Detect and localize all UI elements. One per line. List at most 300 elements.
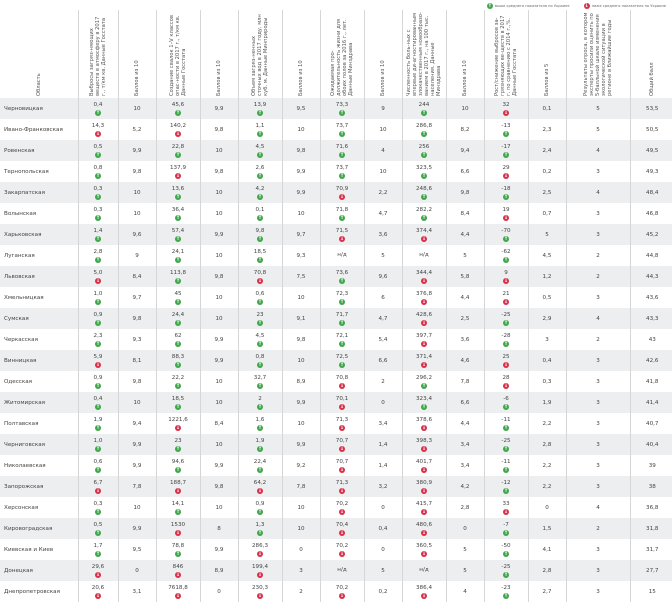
legend-better	[487, 3, 570, 9]
value-cell	[156, 203, 200, 224]
arrow-down-icon: ↓	[175, 487, 181, 494]
arrow-up-icon: ↑	[95, 298, 101, 305]
value-cell	[484, 350, 528, 371]
table-cell: 6,6	[446, 392, 484, 413]
cell-value: 323,4	[415, 395, 432, 402]
cell-value: 70,4	[335, 521, 349, 528]
table-row	[0, 308, 672, 329]
cell-value: 0,9	[93, 311, 103, 318]
table-row	[0, 518, 672, 539]
table-cell: 9,8	[282, 140, 320, 161]
arrow-up-icon: ↑	[95, 382, 101, 389]
table-cell: 48,4	[630, 182, 672, 203]
table-cell: 2,2	[528, 413, 566, 434]
column-header	[78, 10, 118, 98]
arrow-down-icon: ↓	[339, 403, 345, 410]
table-cell: 0	[528, 497, 566, 518]
value-cell	[156, 119, 200, 140]
table-cell: 9,2	[282, 455, 320, 476]
table-cell: 0,3	[528, 371, 566, 392]
value-cell	[484, 497, 528, 518]
arrow-up-icon: ↑	[421, 109, 427, 116]
arrow-up-icon: ↑	[95, 466, 101, 473]
arrow-up-icon: ↑	[503, 445, 509, 452]
cell-value: 244	[418, 101, 430, 108]
cell-value: 32,7	[253, 374, 267, 381]
cell-value: 1,0	[93, 437, 103, 444]
value-cell	[238, 203, 282, 224]
table-cell: 4,2	[446, 476, 484, 497]
table-cell: 3,4	[446, 455, 484, 476]
table-cell: 0,4	[364, 518, 402, 539]
value-cell	[78, 413, 118, 434]
cell-value: 14,3	[91, 122, 105, 129]
arrow-up-icon: ↑	[175, 256, 181, 263]
arrow-up-icon: ↑	[339, 109, 345, 116]
cell-value: -6	[503, 395, 509, 402]
arrow-up-icon: ↑	[95, 172, 101, 179]
cell-value: 0,3	[93, 185, 103, 192]
value-cell	[320, 182, 364, 203]
arrow-up-icon: ↑	[503, 424, 509, 431]
arrow-up-icon: ↑	[257, 340, 263, 347]
arrow-up-icon: ↑	[339, 172, 345, 179]
cell-value: 0,5	[93, 521, 103, 528]
table-cell: Ровенская	[0, 140, 78, 161]
value-cell	[484, 371, 528, 392]
table-cell: 10	[282, 518, 320, 539]
arrow-up-icon: ↑	[95, 340, 101, 347]
arrow-up-icon: ↑	[175, 445, 181, 452]
table-row	[0, 287, 672, 308]
value-cell	[238, 287, 282, 308]
cell-value: 22,8	[171, 143, 185, 150]
cell-value: -62	[501, 248, 511, 255]
value-cell	[238, 371, 282, 392]
table-cell: 0,7	[528, 203, 566, 224]
arrow-up-icon: ↑	[257, 508, 263, 515]
cell-value: -11	[501, 416, 511, 423]
table-cell: 6	[364, 287, 402, 308]
value-cell	[78, 119, 118, 140]
cell-value: 73,7	[335, 122, 349, 129]
table-cell: Луганская	[0, 245, 78, 266]
table-cell: 9,9	[118, 140, 156, 161]
table-cell: 2,8	[528, 560, 566, 581]
arrow-down-icon: ↓	[175, 130, 181, 137]
cell-value: 57,4	[171, 227, 185, 234]
value-cell	[78, 98, 118, 119]
table-row	[0, 329, 672, 350]
table-cell: 9,7	[118, 287, 156, 308]
value-cell	[484, 518, 528, 539]
legend-better-label: выше среднего показателя по Украине	[494, 3, 570, 8]
value-cell	[484, 203, 528, 224]
table-cell: 9,8	[118, 308, 156, 329]
table-cell: 1,4	[364, 434, 402, 455]
value-cell	[484, 182, 528, 203]
table-cell: 2,2	[528, 455, 566, 476]
value-cell	[402, 497, 446, 518]
arrow-up-icon: ↑	[257, 319, 263, 326]
table-cell: 5	[446, 245, 484, 266]
cell-value: 71,3	[335, 416, 349, 423]
cell-value: -25	[501, 311, 511, 318]
arrow-up-icon: ↑	[95, 445, 101, 452]
cell-value: 70,7	[335, 437, 349, 444]
table-cell: 3	[566, 203, 630, 224]
table-cell: 9,8	[118, 161, 156, 182]
column-header-label: Создание свалок 1–V классов опас-ности в 2017 г., т/км кв. Данные Госстата	[169, 15, 187, 96]
cell-value: 0,5	[93, 143, 103, 150]
value-cell	[320, 581, 364, 602]
arrow-up-icon: ↑	[95, 193, 101, 200]
value-cell	[78, 287, 118, 308]
arrow-up-icon: ↑	[339, 319, 345, 326]
value-cell	[402, 455, 446, 476]
cell-value: 24,4	[171, 311, 185, 318]
cell-value: 113,8	[169, 269, 186, 276]
value-cell	[156, 434, 200, 455]
arrow-up-icon: ↑	[257, 109, 263, 116]
value-cell	[238, 560, 282, 581]
ecology-rating-table	[0, 10, 672, 602]
cell-value: 323,5	[415, 164, 432, 171]
table-cell: 2,5	[446, 308, 484, 329]
value-cell	[238, 245, 282, 266]
arrow-up-icon: ↑	[339, 214, 345, 221]
value-cell	[484, 119, 528, 140]
table-cell: 3	[566, 413, 630, 434]
arrow-down-icon: ↓	[421, 487, 427, 494]
arrow-up-icon: ↑	[339, 298, 345, 305]
arrow-down-icon: ↓	[95, 592, 101, 599]
table-row	[0, 245, 672, 266]
cell-value: 282,2	[415, 206, 432, 213]
value-cell	[484, 434, 528, 455]
table-cell: 4	[566, 182, 630, 203]
value-cell	[238, 98, 282, 119]
table-cell: 7,8	[118, 476, 156, 497]
arrow-down-icon: ↓	[339, 193, 345, 200]
table-cell: 3	[566, 161, 630, 182]
value-cell	[484, 161, 528, 182]
cell-value: 1,1	[255, 122, 265, 129]
cell-value: 28	[502, 374, 510, 381]
value-cell	[238, 224, 282, 245]
arrow-down-icon: ↓	[503, 172, 509, 179]
table-cell: 10	[200, 497, 238, 518]
table-cell: 3	[566, 581, 630, 602]
value-cell	[238, 329, 282, 350]
arrow-down-icon: ↓	[95, 571, 101, 578]
value-cell	[78, 329, 118, 350]
table-cell: 2,8	[446, 497, 484, 518]
table-cell: 43,3	[630, 308, 672, 329]
arrow-up-icon: ↑	[257, 298, 263, 305]
cell-value: 73,6	[335, 269, 349, 276]
arrow-up-icon: ↑	[503, 235, 509, 242]
column-header	[200, 10, 238, 98]
value-cell	[156, 392, 200, 413]
cell-value: 374,4	[415, 227, 432, 234]
table-cell: 4,6	[446, 350, 484, 371]
table-cell: 9,1	[282, 308, 320, 329]
value-cell	[402, 245, 446, 266]
arrow-down-icon: ↓	[503, 298, 509, 305]
table-cell: 0,2	[364, 581, 402, 602]
arrow-up-icon: ↑	[257, 382, 263, 389]
value-cell	[78, 350, 118, 371]
table-cell: 8,9	[200, 560, 238, 581]
cell-value: 360,5	[415, 542, 432, 549]
table-cell: 41,8	[630, 371, 672, 392]
cell-value: 140,2	[169, 122, 186, 129]
table-cell: 0	[364, 392, 402, 413]
table-cell: Харьковская	[0, 224, 78, 245]
table-cell: 2,2	[364, 182, 402, 203]
value-cell	[78, 560, 118, 581]
value-cell	[78, 497, 118, 518]
cell-value: 137,9	[169, 164, 186, 171]
value-cell	[402, 329, 446, 350]
value-cell	[156, 245, 200, 266]
value-cell	[238, 413, 282, 434]
arrow-up-icon: ↑	[503, 193, 509, 200]
value-cell	[78, 581, 118, 602]
table-cell: Полтавская	[0, 413, 78, 434]
value-cell	[78, 245, 118, 266]
cell-value: 70,7	[335, 458, 349, 465]
arrow-up-icon: ↑	[257, 403, 263, 410]
table-cell: 9,9	[200, 329, 238, 350]
table-cell: 10	[118, 182, 156, 203]
value-cell	[156, 476, 200, 497]
table-cell: 9,9	[200, 539, 238, 560]
table-row	[0, 371, 672, 392]
table-cell: 42,6	[630, 350, 672, 371]
cell-value: 94,6	[171, 458, 185, 465]
arrow-down-icon: ↓	[503, 382, 509, 389]
table-cell: 2,8	[528, 434, 566, 455]
arrow-down-icon: ↓	[339, 529, 345, 536]
arrow-up-icon: ↑	[257, 172, 263, 179]
table-cell: 0	[282, 539, 320, 560]
cell-value: 1,9	[93, 416, 103, 423]
table-cell: 10	[282, 413, 320, 434]
cell-value: 378,6	[415, 416, 432, 423]
cell-value: 29	[502, 164, 510, 171]
cell-value: 386,4	[415, 584, 432, 591]
cell-value: 0,1	[255, 206, 265, 213]
value-cell	[484, 224, 528, 245]
cell-value: -25	[501, 563, 511, 570]
table-cell: 10	[118, 203, 156, 224]
table-cell: 5,2	[118, 119, 156, 140]
cell-value: 371,4	[415, 353, 432, 360]
table-cell: 9,6	[118, 224, 156, 245]
table-cell: 3	[566, 392, 630, 413]
table-cell: 9,3	[282, 245, 320, 266]
cell-value: -50	[501, 542, 511, 549]
arrow-up-icon: ↑	[503, 256, 509, 263]
table-cell: 1,2	[528, 266, 566, 287]
value-cell	[484, 539, 528, 560]
table-cell: 4,4	[446, 224, 484, 245]
value-cell	[238, 161, 282, 182]
cell-value: 70,2	[335, 584, 349, 591]
value-cell	[320, 308, 364, 329]
table-cell: 3	[566, 350, 630, 371]
value-cell	[320, 371, 364, 392]
cell-value: 1221,6	[168, 416, 188, 423]
table-cell: 44,8	[630, 245, 672, 266]
table-cell: 9,5	[118, 539, 156, 560]
table-cell: 8,4	[118, 266, 156, 287]
cell-value: 415,7	[415, 500, 432, 507]
table-cell: 31,7	[630, 539, 672, 560]
table-cell: Черновицкая	[0, 98, 78, 119]
column-header-label: Общий балл	[649, 62, 655, 96]
table-cell: 7,8	[282, 476, 320, 497]
table-cell: 3,1	[118, 581, 156, 602]
cell-value: 73,7	[335, 164, 349, 171]
value-cell	[156, 308, 200, 329]
value-cell	[484, 245, 528, 266]
value-cell	[402, 224, 446, 245]
table-cell: 4,1	[528, 539, 566, 560]
value-cell	[484, 476, 528, 497]
value-cell	[402, 560, 446, 581]
value-cell	[156, 518, 200, 539]
value-cell	[320, 98, 364, 119]
cell-value: 29,6	[91, 563, 105, 570]
table-cell: 44,3	[630, 266, 672, 287]
cell-value: 6,7	[93, 479, 103, 486]
table-cell: 2,9	[528, 308, 566, 329]
value-cell	[484, 140, 528, 161]
table-cell: 9,8	[200, 161, 238, 182]
table-cell: Сумская	[0, 308, 78, 329]
table-cell: 5,8	[446, 266, 484, 287]
table-cell: 3	[566, 476, 630, 497]
table-cell: 4	[566, 140, 630, 161]
cell-value: 78,8	[171, 542, 185, 549]
value-cell	[78, 266, 118, 287]
table-cell: 15	[630, 581, 672, 602]
value-cell	[238, 182, 282, 203]
cell-value: 71,6	[335, 143, 349, 150]
cell-value: 256	[418, 143, 430, 150]
table-body	[0, 98, 672, 602]
value-cell	[156, 350, 200, 371]
cell-value: 71,3	[335, 479, 349, 486]
cell-value: 344,4	[415, 269, 432, 276]
cell-value: н/д	[337, 567, 347, 573]
table-cell: Киевская и Киев	[0, 539, 78, 560]
table-cell: 1,5	[528, 518, 566, 539]
arrow-down-icon: ↓	[421, 277, 427, 284]
value-cell	[156, 455, 200, 476]
value-cell	[484, 308, 528, 329]
column-header	[402, 10, 446, 98]
table-cell: 0	[364, 539, 402, 560]
arrow-up-icon: ↑	[487, 2, 492, 9]
table-cell: 4	[566, 497, 630, 518]
arrow-up-icon: ↑	[421, 193, 427, 200]
table-cell: 9,6	[364, 266, 402, 287]
value-cell	[402, 182, 446, 203]
table-cell: 0,5	[528, 287, 566, 308]
cell-value: -7	[503, 521, 509, 528]
cell-value: 73,3	[335, 101, 349, 108]
value-cell	[156, 371, 200, 392]
cell-value: 72,3	[335, 290, 349, 297]
cell-value: 45	[174, 290, 182, 297]
cell-value: -12	[501, 479, 511, 486]
table-cell: 8,9	[282, 371, 320, 392]
table-cell: 10	[200, 371, 238, 392]
cell-value: 70,9	[335, 185, 349, 192]
cell-value: 0,3	[93, 500, 103, 507]
value-cell	[78, 224, 118, 245]
value-cell	[238, 497, 282, 518]
cell-value: 398,3	[415, 437, 432, 444]
table-row	[0, 497, 672, 518]
value-cell	[238, 266, 282, 287]
value-cell	[320, 518, 364, 539]
table-cell: Винницкая	[0, 350, 78, 371]
table-cell: Днепропетровская	[0, 581, 78, 602]
value-cell	[156, 161, 200, 182]
table-cell: 49,3	[630, 161, 672, 182]
table-cell: 9,9	[282, 161, 320, 182]
cell-value: 9	[504, 269, 508, 276]
column-header-label: Баллов из 10	[134, 60, 140, 96]
table-cell: 10	[364, 119, 402, 140]
table-cell: 5,4	[364, 329, 402, 350]
table-cell: 43,6	[630, 287, 672, 308]
arrow-up-icon: ↑	[503, 487, 509, 494]
table-cell: Черниговская	[0, 434, 78, 455]
table-cell: 1,4	[364, 455, 402, 476]
cell-value: 70,2	[335, 542, 349, 549]
arrow-up-icon: ↑	[503, 571, 509, 578]
cell-value: 5,9	[93, 353, 103, 360]
table-cell: 9,4	[446, 140, 484, 161]
arrow-up-icon: ↑	[503, 550, 509, 557]
value-cell	[78, 182, 118, 203]
table-cell: 10	[118, 98, 156, 119]
table-cell: 10	[200, 308, 238, 329]
arrow-down-icon: ↓	[257, 571, 263, 578]
table-cell: 9	[118, 245, 156, 266]
cell-value: 70,8	[253, 269, 267, 276]
table-cell: 40,7	[630, 413, 672, 434]
arrow-down-icon: ↓	[95, 361, 101, 368]
value-cell	[238, 434, 282, 455]
arrow-up-icon: ↑	[421, 403, 427, 410]
table-cell: 4,7	[364, 203, 402, 224]
value-cell	[156, 413, 200, 434]
table-cell: 0,1	[528, 98, 566, 119]
value-cell	[156, 182, 200, 203]
value-cell	[402, 539, 446, 560]
arrow-up-icon: ↑	[339, 130, 345, 137]
arrow-down-icon: ↓	[175, 172, 181, 179]
table-cell: 0	[200, 581, 238, 602]
column-header-label: Баллов из 10	[462, 60, 468, 96]
